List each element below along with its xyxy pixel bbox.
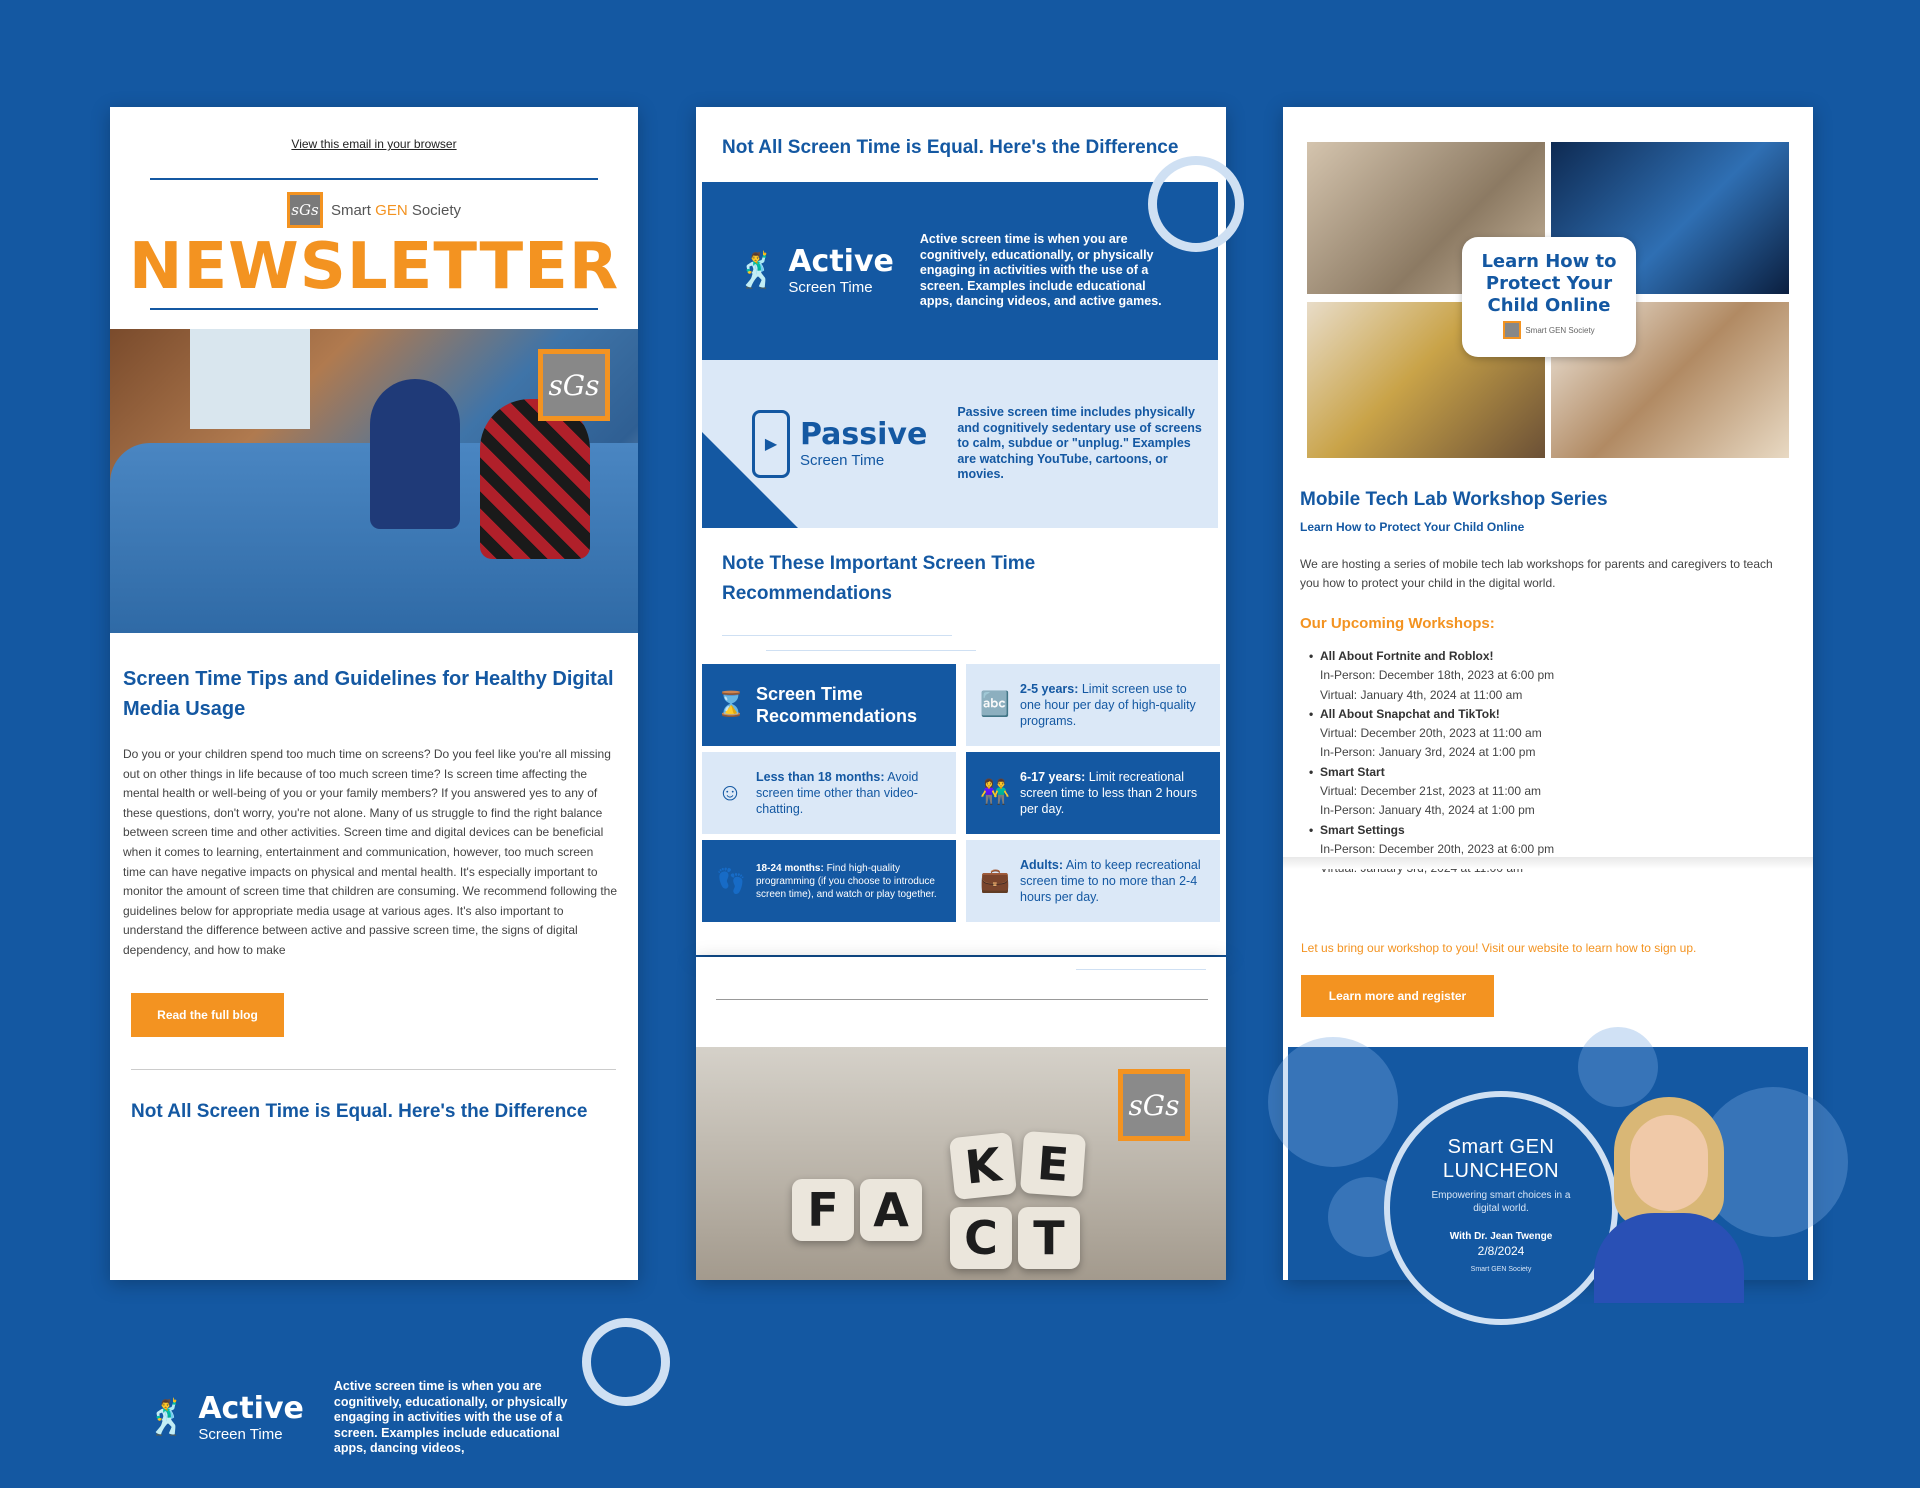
active-title-block bbox=[736, 243, 894, 296]
passive-subtitle: Screen Time bbox=[800, 451, 885, 469]
rec-tile-2-5-years bbox=[966, 664, 1220, 746]
sgs-logo-icon bbox=[1503, 321, 1521, 339]
protect-child-card-title: Learn How to Protect Your Child Online bbox=[1481, 251, 1617, 316]
workshop-session: In-Person: December 18th, 2023 at 6:00 pm bbox=[1320, 668, 1555, 683]
active-title-block bbox=[146, 1390, 304, 1443]
article-body: Do you or your children spend too much time on screens? Do you feel like you're all missing out on other things in life because of too much screen time? Is screen time affecting the mental health or well-being of you or your family members? If you answered yes to any of these questions, don't worry, you're not alone. Many of us struggle to find the right balance between screen time and other activities. Screen time and digital devices can be beneficial when it comes to learning, entertainment and communication, however, too much screen time can have negative impacts on physical and mental health. It's especially important to monitor the amount of screen time that children are consuming. We recommend following the guidelines below for appropriate media usage at various ages. It's also important to understand the difference between active and passive screen time, the signs of digital dependency, and how to make bbox=[123, 747, 618, 957]
photo-kid-left bbox=[370, 379, 460, 529]
workshop-list bbox=[1320, 647, 1554, 879]
workshop-cta-text[interactable]: Let us bring our workshop to you! Visit our website to learn how to sign up. bbox=[1301, 941, 1697, 955]
list-item bbox=[1320, 647, 1554, 705]
newsletter-panel-right bbox=[1283, 107, 1813, 1280]
decorative-ring bbox=[1148, 156, 1244, 252]
workshop-name: • All About Snapchat and TikTok! bbox=[1320, 705, 1554, 724]
workshop-session: Virtual: January 4th, 2024 at 11:00 am bbox=[1320, 687, 1523, 702]
active-description: Active screen time is when you are cognitively, educationally, or physically engaging in activities with the use of a screen. Examples include educational apps, dancing videos, and active games. bbox=[919, 232, 1162, 309]
newsletter-panel-middle bbox=[696, 107, 1226, 1280]
sgs-watermark-icon: sGs bbox=[538, 349, 610, 421]
decorative-line bbox=[722, 635, 952, 636]
decorative-triangle bbox=[702, 432, 798, 528]
card-brand bbox=[1462, 321, 1636, 339]
section-divider bbox=[131, 1069, 616, 1070]
card-brand-text: Smart GEN Society bbox=[1525, 325, 1595, 335]
screen-time-heading: Not All Screen Time is Equal. Here's the Difference bbox=[722, 137, 1179, 158]
kids-tablet-photo bbox=[110, 329, 638, 633]
section-separator bbox=[1283, 857, 1813, 869]
decorative-bubble bbox=[1578, 1027, 1658, 1107]
photo-kid-right bbox=[480, 399, 590, 559]
rec-text bbox=[1020, 857, 1206, 905]
passive-description: Passive screen time includes physically and cognitively sedentary use of screens to calm, subdue or "unplug." Examples are watching YouTube, cartoons, or movies. bbox=[957, 405, 1202, 482]
dancing-people-icon: 🕺 bbox=[736, 252, 779, 290]
rec-detail: Find high-quality programming (if you choose to introduce screen time), and watch or play together. bbox=[756, 862, 937, 900]
list-item bbox=[1320, 763, 1554, 821]
brand-name bbox=[331, 202, 461, 219]
workshop-session: Virtual: December 20th, 2023 at 11:00 am bbox=[1320, 726, 1542, 741]
passive-title-text bbox=[800, 416, 928, 469]
luncheon-brand: Smart GEN Society bbox=[1470, 1266, 1532, 1273]
hourglass-icon: ⌛ bbox=[716, 691, 746, 718]
fake-fact-dice-photo bbox=[696, 1047, 1226, 1280]
workshop-session: Virtual: December 21st, 2023 at 11:00 am bbox=[1320, 784, 1542, 799]
abc-blocks-icon: 🔤 bbox=[980, 691, 1010, 718]
baby-feet-icon: 👣 bbox=[716, 867, 746, 895]
luncheon-circle bbox=[1384, 1091, 1618, 1325]
active-title-text bbox=[788, 243, 894, 296]
newsletter-panel-left bbox=[110, 107, 638, 1456]
baby-face-icon: ☺ bbox=[717, 779, 743, 806]
protect-child-card bbox=[1462, 237, 1636, 357]
section-divider bbox=[716, 999, 1208, 1000]
rec-detail: Aim to keep recreational screen time to no more than 2-4 hours per day. bbox=[1020, 858, 1201, 904]
luncheon-tagline: Empowering smart choices in a digital world. bbox=[1431, 1190, 1571, 1214]
brand-prefix: Smart bbox=[330, 201, 376, 219]
active-subtitle: Screen Time bbox=[788, 278, 873, 296]
rec-text bbox=[1020, 681, 1206, 729]
rec-title-tile bbox=[702, 664, 956, 746]
dice-letter: K bbox=[949, 1132, 1017, 1200]
dice-letter: E bbox=[1020, 1131, 1086, 1197]
dice-letter: A bbox=[860, 1179, 922, 1241]
newsletter-header bbox=[110, 107, 638, 310]
active-title-text bbox=[198, 1390, 304, 1443]
rec-label: 2-5 years: bbox=[1020, 682, 1079, 696]
screen-time-section bbox=[696, 107, 1226, 955]
active-screen-time-card bbox=[702, 182, 1218, 360]
dice-letter: C bbox=[950, 1207, 1012, 1269]
rec-title: Screen Time Recommendations bbox=[756, 684, 918, 726]
dice-letter: T bbox=[1018, 1207, 1080, 1269]
brand-gen: GEN bbox=[375, 201, 408, 219]
rec-text bbox=[756, 862, 942, 901]
rec-text bbox=[1020, 769, 1206, 817]
rec-tile-18-24-months bbox=[702, 840, 956, 922]
speaker-photo bbox=[1584, 1097, 1754, 1297]
workshop-session: In-Person: December 20th, 2023 at 6:00 pm bbox=[1320, 841, 1555, 856]
rec-label: Adults: bbox=[1020, 858, 1064, 872]
speaker-body bbox=[1594, 1213, 1744, 1303]
luncheon-speaker: With Dr. Jean Twenge bbox=[1449, 1231, 1553, 1242]
rec-label: Less than 18 months: bbox=[756, 770, 885, 784]
luncheon-title-line2: LUNCHEON bbox=[1442, 1160, 1560, 1182]
workshop-name: • All About Fortnite and Roblox! bbox=[1320, 647, 1554, 666]
dice-letter: F bbox=[792, 1179, 854, 1241]
children-icon: 👫 bbox=[980, 779, 1010, 806]
briefcase-icon: 💼 bbox=[980, 867, 1010, 894]
workshop-session: In-Person: January 4th, 2024 at 1:00 pm bbox=[1320, 803, 1535, 818]
rec-detail: Limit screen use to one hour per day of high-quality programs. bbox=[1020, 682, 1196, 728]
header-rule-top bbox=[150, 178, 598, 180]
decorative-bubble bbox=[1268, 1037, 1398, 1167]
passive-title: Passive bbox=[800, 416, 928, 452]
decorative-line bbox=[766, 650, 976, 651]
workshop-name: • Smart Settings bbox=[1320, 821, 1554, 840]
workshop-series-body: We are hosting a series of mobile tech lab workshops for parents and caregivers to teach you how to protect your child in the digital world. bbox=[1300, 557, 1773, 590]
luncheon-banner bbox=[1288, 1047, 1808, 1280]
luncheon-date: 2/8/2024 bbox=[1477, 1244, 1525, 1258]
active-subtitle: Screen Time bbox=[198, 1425, 283, 1443]
workshop-series-subtitle: Learn How to Protect Your Child Online bbox=[1300, 520, 1525, 534]
active-screen-time-card bbox=[112, 1348, 640, 1488]
passive-screen-time-card bbox=[702, 360, 1218, 528]
decorative-line bbox=[1076, 969, 1206, 970]
sgs-watermark-icon: sGs bbox=[1118, 1069, 1190, 1141]
active-description: Active screen time is when you are cognitively, educationally, or physically engaging in activities with the use of a screen. Examples include educational apps, dancing videos, bbox=[333, 1379, 568, 1456]
recommendations-grid bbox=[702, 664, 1220, 922]
newsletter-title: NEWSLETTER bbox=[128, 230, 620, 304]
workshop-session: In-Person: January 3rd, 2024 at 1:00 pm bbox=[1320, 745, 1536, 760]
read-full-blog-button[interactable]: Read the full blog bbox=[131, 993, 284, 1037]
decorative-ring bbox=[582, 1318, 670, 1406]
luncheon-title-line1: Smart GEN bbox=[1447, 1136, 1555, 1158]
rec-text bbox=[756, 769, 942, 817]
recommendations-heading: Note These Important Screen Time Recommendations bbox=[722, 553, 1036, 604]
list-item bbox=[1320, 705, 1554, 763]
dancing-people-icon: 🕺 bbox=[146, 1399, 189, 1437]
sgs-logo-icon: sGs bbox=[287, 192, 323, 228]
workshop-series-title: Mobile Tech Lab Workshop Series bbox=[1300, 489, 1608, 510]
list-item bbox=[1320, 821, 1554, 879]
brand-logo bbox=[110, 192, 638, 228]
rec-label: 18-24 months: bbox=[756, 862, 824, 874]
upcoming-workshops-heading: Our Upcoming Workshops: bbox=[1300, 615, 1495, 632]
phone-play-icon: ▶ bbox=[752, 410, 790, 478]
active-title: Active bbox=[198, 1390, 304, 1426]
rec-label: 6-17 years: bbox=[1020, 770, 1086, 784]
rec-tile-adults bbox=[966, 840, 1220, 922]
workshop-name: • Smart Start bbox=[1320, 763, 1554, 782]
rec-tile-6-17-years bbox=[966, 752, 1220, 834]
brand-suffix: Society bbox=[407, 201, 462, 219]
view-in-browser-link[interactable]: View this email in your browser bbox=[291, 137, 457, 151]
screen-time-heading: Not All Screen Time is Equal. Here's the Difference bbox=[131, 1101, 588, 1122]
header-rule-bottom bbox=[150, 308, 598, 310]
learn-more-register-button[interactable]: Learn more and register bbox=[1301, 975, 1494, 1017]
active-title: Active bbox=[788, 243, 894, 279]
fake-fact-section bbox=[696, 957, 1226, 1280]
rec-detail: Limit recreational screen time to less than 2 hours per day. bbox=[1020, 770, 1198, 816]
photo-collage bbox=[1307, 142, 1789, 460]
article-title: Screen Time Tips and Guidelines for Healthy Digital Media Usage bbox=[123, 668, 614, 720]
rec-detail: Avoid screen time other than video-chatting. bbox=[756, 770, 919, 816]
rec-tile-under-18-months bbox=[702, 752, 956, 834]
photo-window bbox=[190, 329, 310, 429]
speaker-face bbox=[1630, 1115, 1708, 1211]
